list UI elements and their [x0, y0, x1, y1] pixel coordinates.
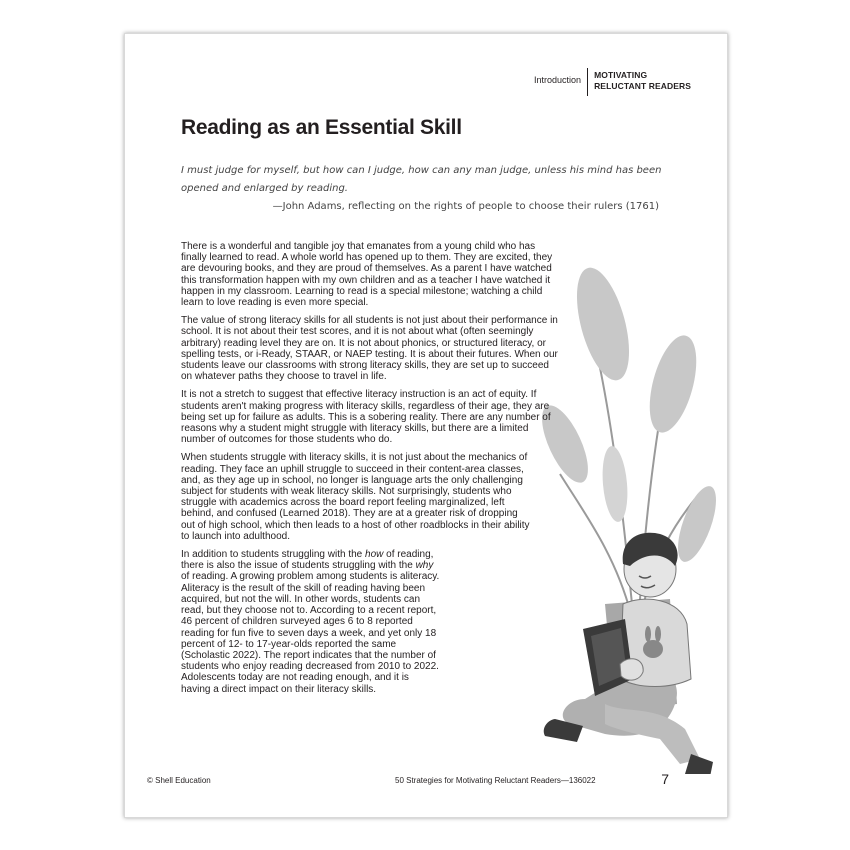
- paragraph-text: of reading. A growing problem among students is aliteracy. Aliteracy is the result of the skill of reading having been acquired, but not the will. In other words, students can read, but they choose not to. According to a recent report, 46 percent of children surveyed ages 6 to 8 reported reading for fun five to seven days a week, and yet only 18 percent of 12- to 17-year-olds reported the same (Scholastic 2022). The report indicates that the number of students who enjoy reading decreased from 2010 to 2022. Adolescents today are not reading enough, and it is having a direct impact on their literacy skills.: [181, 571, 440, 695]
- paragraph: It is not a stretch to suggest that effective literacy instruction is an act of equity. If students aren't making progress with literacy skills, regardless of their age, they are being set up for failure as adults. This is a sobering reality. There are any number of reasons why a student might struggle with literacy skills, but there are a limited number of outcomes for those students who do.: [181, 389, 551, 446]
- paragraph: When students struggle with literacy skills, it is not just about the mechanics of reading. They face an uphill struggle to succeed in their content-area classes, and, as they age up in school, no longer is language arts the only challenging subject for students with weak literacy skills. Not surprisingly, students who struggle with academics across the board report feeling marginalized, left behind, and confused (Learned 2018). They are at a greater risk of dropping out of high school, which then leads to a host of other roadblocks in their ability to launch into adulthood.: [181, 452, 530, 542]
- bunny-ear: [655, 626, 661, 642]
- header-section-label: Introduction: [534, 75, 582, 85]
- body-text: [181, 241, 561, 702]
- paragraph-text: In addition to students struggling with the: [181, 549, 366, 561]
- book-page: [124, 33, 728, 818]
- paragraph-text: of reading, there is also the issue of students struggling with the: [181, 549, 434, 572]
- bunny-ear: [645, 626, 651, 642]
- epigraph-attribution: —John Adams, reflecting on the rights of people to choose their rulers (1761): [272, 201, 659, 212]
- footer-book-title: 50 Strategies for Motivating Reluctant Readers—136022: [395, 776, 596, 785]
- plant-leaf: [600, 445, 631, 523]
- paragraph: [181, 549, 441, 695]
- plant-leaf: [567, 262, 640, 385]
- page-title: Reading as an Essential Skill: [181, 116, 462, 139]
- header-book-title: [588, 70, 691, 92]
- bunny-print: [643, 640, 663, 658]
- footer-publisher: © Shell Education: [147, 776, 211, 785]
- boy-hand: [620, 659, 643, 680]
- paragraph: There is a wonderful and tangible joy that emanates from a young child who has finally learned to read. A whole world has opened up to them. They are excited, they are devouring books, and they are proud of themselves. As a parent I have watched this transformation happen with my own children and as a teacher I have watched it happen in my classroom. Learning to read is a special milestone; watching a child learn to love reading is even more special.: [181, 241, 553, 309]
- header-title-line-2: RELUCTANT READERS: [594, 81, 691, 91]
- plant-leaf: [641, 331, 706, 438]
- emphasis-how: how: [365, 549, 384, 561]
- paragraph: The value of strong literacy skills for all students is not just about their performance in school. It is not about their test scores, and it is not about what (often seemingly arbitrary) reading level they are on. It is not about phonics, or structured literacy, or spelling tests, or i-Ready, STAAR, or NAEP testing. It is about their futures. When our students leave our classrooms with strong literacy skills, they are set up to succeed on whatever paths they choose to travel in life.: [181, 315, 558, 383]
- running-header: [534, 68, 691, 96]
- emphasis-why: why: [415, 560, 434, 572]
- epigraph-quote: I must judge for myself, but how can I judge, how can any man judge, unless his mind has been opened and enlarged by reading.: [181, 165, 662, 194]
- page-number: 7: [661, 771, 669, 787]
- header-title-line-1: MOTIVATING: [594, 70, 648, 80]
